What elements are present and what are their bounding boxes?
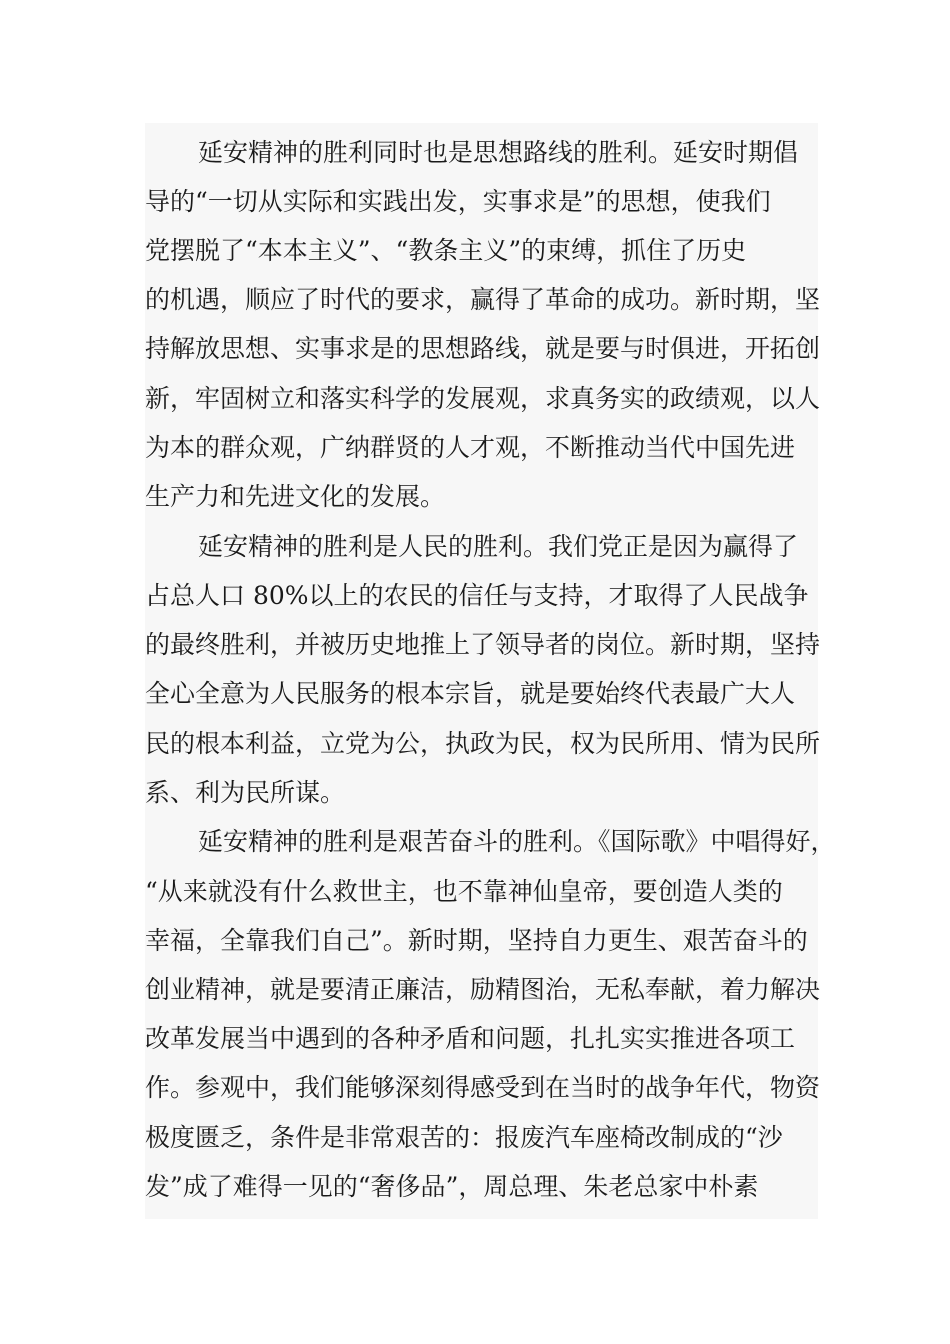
paragraph-2-line-3: 的最终胜利，并被历史地推上了领导者的岗位。新时期，坚持 <box>145 630 821 659</box>
paragraph-2-line-6: 系、利为民所谋。 <box>145 778 346 807</box>
paragraph-3-line-2: “从来就没有什么救世主，也不靠神仙皇帝，要创造人类的 <box>145 877 783 906</box>
paragraph-1-line-1: 延安精神的胜利同时也是思想路线的胜利。延安时期倡 <box>198 138 799 167</box>
paragraph-2-line-5: 民的根本利益，立党为公，执政为民，权为民所用、情为民所 <box>145 729 821 758</box>
paragraph-1-line-5: 持解放思想、实事求是的思想路线，就是要与时俱进，开拓创 <box>145 334 821 363</box>
paragraph-3-line-3: 幸福，全靠我们自己”。新时期，坚持自力更生、艰苦奋斗的 <box>145 926 808 955</box>
paragraph-1-line-6: 新，牢固树立和落实科学的发展观，求真务实的政绩观，以人 <box>145 384 821 413</box>
paragraph-2-line-4: 全心全意为人民服务的根本宗旨，就是要始终代表最广大人 <box>145 679 796 708</box>
paragraph-3-line-8: 发”成了难得一见的“奢侈品”，周总理、朱老总家中朴素 <box>145 1172 759 1201</box>
paragraph-3-line-6: 作。参观中，我们能够深刻得感受到在当时的战争年代，物资 <box>145 1073 821 1102</box>
paragraph-1-line-4: 的机遇，顺应了时代的要求，赢得了革命的成功。新时期，坚 <box>145 285 821 314</box>
paragraph-1-line-8: 生产力和先进文化的发展。 <box>145 482 446 511</box>
paragraph-1-line-7: 为本的群众观，广纳群贤的人才观，不断推动当代中国先进 <box>145 433 796 462</box>
paragraph-3-line-5: 改革发展当中遇到的各种矛盾和问题，扎扎实实推进各项工 <box>145 1024 796 1053</box>
paragraph-3-line-4: 创业精神，就是要清正廉洁，励精图治，无私奉献，着力解决 <box>145 975 821 1004</box>
paragraph-1-line-2: 导的“一切从实际和实践出发，实事求是”的思想，使我们 <box>145 187 771 216</box>
paragraph-2-line-1: 延安精神的胜利是人民的胜利。我们党正是因为赢得了 <box>198 532 799 561</box>
paragraph-2-line-2: 占总人口 80%以上的农民的信任与支持，才取得了人民战争 <box>145 581 809 610</box>
paragraph-1-line-3: 党摆脱了“本本主义”、“教条主义”的束缚，抓住了历史 <box>145 236 747 265</box>
paragraph-3-line-1: 延安精神的胜利是艰苦奋斗的胜利。《国际歌》中唱得好， <box>198 827 836 856</box>
paragraph-3-line-7: 极度匮乏，条件是非常艰苦的：报废汽车座椅改制成的“沙 <box>145 1123 783 1152</box>
document-text-block <box>145 123 836 1219</box>
